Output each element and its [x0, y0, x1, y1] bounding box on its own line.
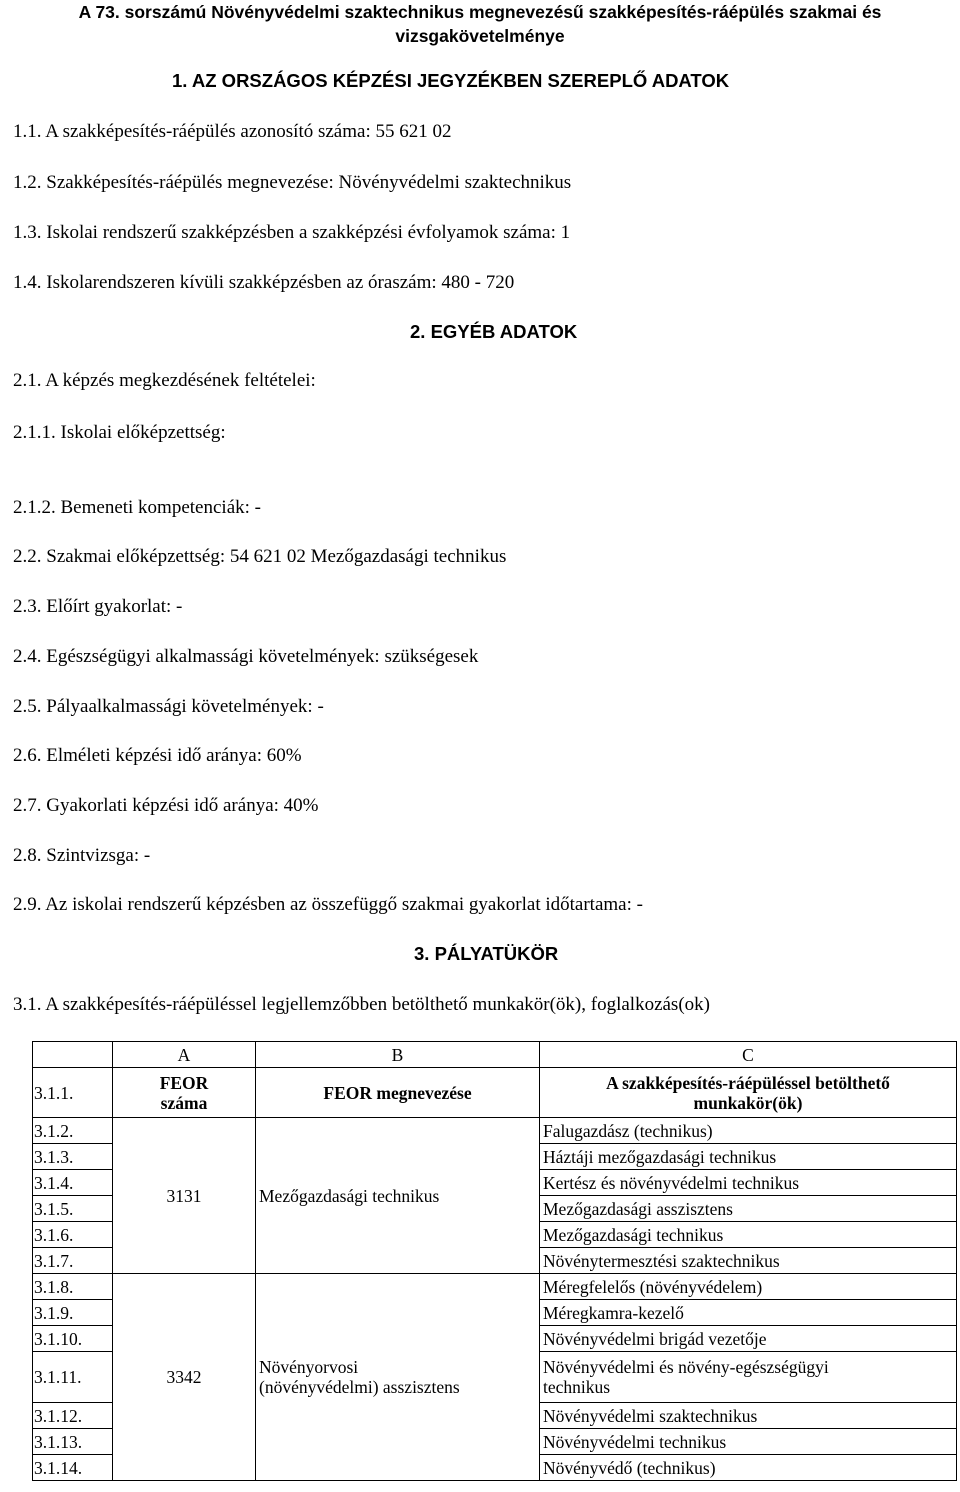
row-code: 3.1.10. — [33, 1326, 113, 1352]
row-code: 3.1.4. — [33, 1170, 113, 1196]
item-2-4: 2.4. Egészségügyi alkalmassági követelmények: szükségesek — [13, 646, 479, 667]
row-code: 3.1.7. — [33, 1248, 113, 1274]
occupation-table — [32, 1041, 957, 1481]
header-job-line-2: munkakör(ök) — [693, 1092, 803, 1113]
row-job: Méregkamra-kezelő — [540, 1300, 957, 1326]
row-job — [540, 1352, 957, 1403]
item-2-5: 2.5. Pályaalkalmassági követelmények: - — [13, 696, 324, 717]
row-code: 3.1.5. — [33, 1196, 113, 1222]
feor-number-3342: 3342 — [113, 1274, 256, 1481]
row-job: Háztáji mezőgazdasági technikus — [540, 1144, 957, 1170]
section-2-heading: 2. EGYÉB ADATOK — [410, 321, 578, 342]
header-feor-number-line-1: FEOR — [159, 1072, 209, 1093]
item-1-2: 1.2. Szakképesítés-ráépülés megnevezése: Növényvédelmi szaktechnikus — [13, 172, 572, 193]
item-2-2: 2.2. Szakmai előképzettség: 54 621 02 Mezőgazdasági technikus — [13, 546, 507, 567]
header-feor-number-line-2: száma — [160, 1092, 208, 1113]
row-job: Növényvédelmi brigád vezetője — [540, 1326, 957, 1352]
document-title-line-1: A 73. sorszámú Növényvédelmi szaktechnikus megnevezésű szakképesítés-ráépülés szakmai és — [78, 2, 882, 22]
item-2-9: 2.9. Az iskolai rendszerű képzésben az összefüggő szakmai gyakorlat időtartama: - — [13, 894, 643, 915]
row-job: Kertész és növényvédelmi technikus — [540, 1170, 957, 1196]
table-header-row — [33, 1068, 957, 1118]
item-1-3: 1.3. Iskolai rendszerű szakképzésben a szakképzési évfolyamok száma: 1 — [13, 222, 571, 243]
row-job: Növénytermesztési szaktechnikus — [540, 1248, 957, 1274]
row-job: Növényvédő (technikus) — [540, 1455, 957, 1481]
row-job: Növényvédelmi szaktechnikus — [540, 1403, 957, 1429]
row-code: 3.1.14. — [33, 1455, 113, 1481]
item-2-3: 2.3. Előírt gyakorlat: - — [13, 596, 183, 617]
section-3-heading: 3. PÁLYATÜKÖR — [414, 943, 559, 964]
item-2-1: 2.1. A képzés megkezdésének feltételei: — [13, 370, 316, 391]
row-job-line-1: Növényvédelmi és növény-egészségügyi — [543, 1357, 829, 1377]
header-feor-number — [113, 1068, 256, 1118]
table-cell-empty — [33, 1042, 113, 1068]
header-code: 3.1.1. — [33, 1068, 113, 1118]
document-title-line-2: vizsgakövetelménye — [395, 26, 565, 46]
item-1-4: 1.4. Iskolarendszeren kívüli szakképzésben az óraszám: 480 - 720 — [13, 272, 515, 293]
column-letter-a: A — [113, 1042, 256, 1068]
row-job: Mezőgazdasági asszisztens — [540, 1196, 957, 1222]
document-title — [0, 0, 960, 48]
item-1-1: 1.1. A szakképesítés-ráépülés azonosító száma: 55 621 02 — [13, 121, 452, 142]
row-code: 3.1.13. — [33, 1429, 113, 1455]
feor-name-line-1: Növényorvosi — [259, 1357, 359, 1377]
item-2-7: 2.7. Gyakorlati képzési idő aránya: 40% — [13, 795, 319, 816]
feor-name-line-2: (növényvédelmi) asszisztens — [259, 1377, 460, 1397]
feor-name-mezogazdasagi: Mezőgazdasági technikus — [256, 1118, 540, 1274]
row-code: 3.1.12. — [33, 1403, 113, 1429]
header-feor-name: FEOR megnevezése — [256, 1068, 540, 1118]
table-row — [33, 1274, 957, 1300]
row-code: 3.1.3. — [33, 1144, 113, 1170]
feor-name-novenyorvosi — [256, 1274, 540, 1481]
item-2-1-1: 2.1.1. Iskolai előképzettség: — [13, 422, 226, 443]
header-job — [540, 1068, 957, 1118]
item-2-6: 2.6. Elméleti képzési idő aránya: 60% — [13, 745, 302, 766]
row-code: 3.1.2. — [33, 1118, 113, 1144]
column-letter-b: B — [256, 1042, 540, 1068]
column-letter-c: C — [540, 1042, 957, 1068]
row-code: 3.1.6. — [33, 1222, 113, 1248]
section-1-heading: 1. AZ ORSZÁGOS KÉPZÉSI JEGYZÉKBEN SZEREPLŐ ADATOK — [172, 70, 730, 91]
row-job: Falugazdász (technikus) — [540, 1118, 957, 1144]
row-job: Növényvédelmi technikus — [540, 1429, 957, 1455]
header-job-line-1: A szakképesítés-ráépüléssel betölthető — [606, 1072, 890, 1093]
item-2-8: 2.8. Szintvizsga: - — [13, 845, 151, 866]
table-row — [33, 1118, 957, 1144]
feor-number-3131: 3131 — [113, 1118, 256, 1274]
item-2-1-2: 2.1.2. Bemeneti kompetenciák: - — [13, 497, 261, 518]
row-job: Mezőgazdasági technikus — [540, 1222, 957, 1248]
table-column-letters-row — [33, 1042, 957, 1068]
item-3-1: 3.1. A szakképesítés-ráépüléssel legjellemzőbben betölthető munkakör(ök), foglalkozás(ok) — [13, 994, 710, 1015]
row-job-line-2: technikus — [543, 1377, 611, 1397]
row-code: 3.1.8. — [33, 1274, 113, 1300]
row-code: 3.1.11. — [33, 1352, 113, 1403]
row-code: 3.1.9. — [33, 1300, 113, 1326]
row-job: Méregfelelős (növényvédelem) — [540, 1274, 957, 1300]
